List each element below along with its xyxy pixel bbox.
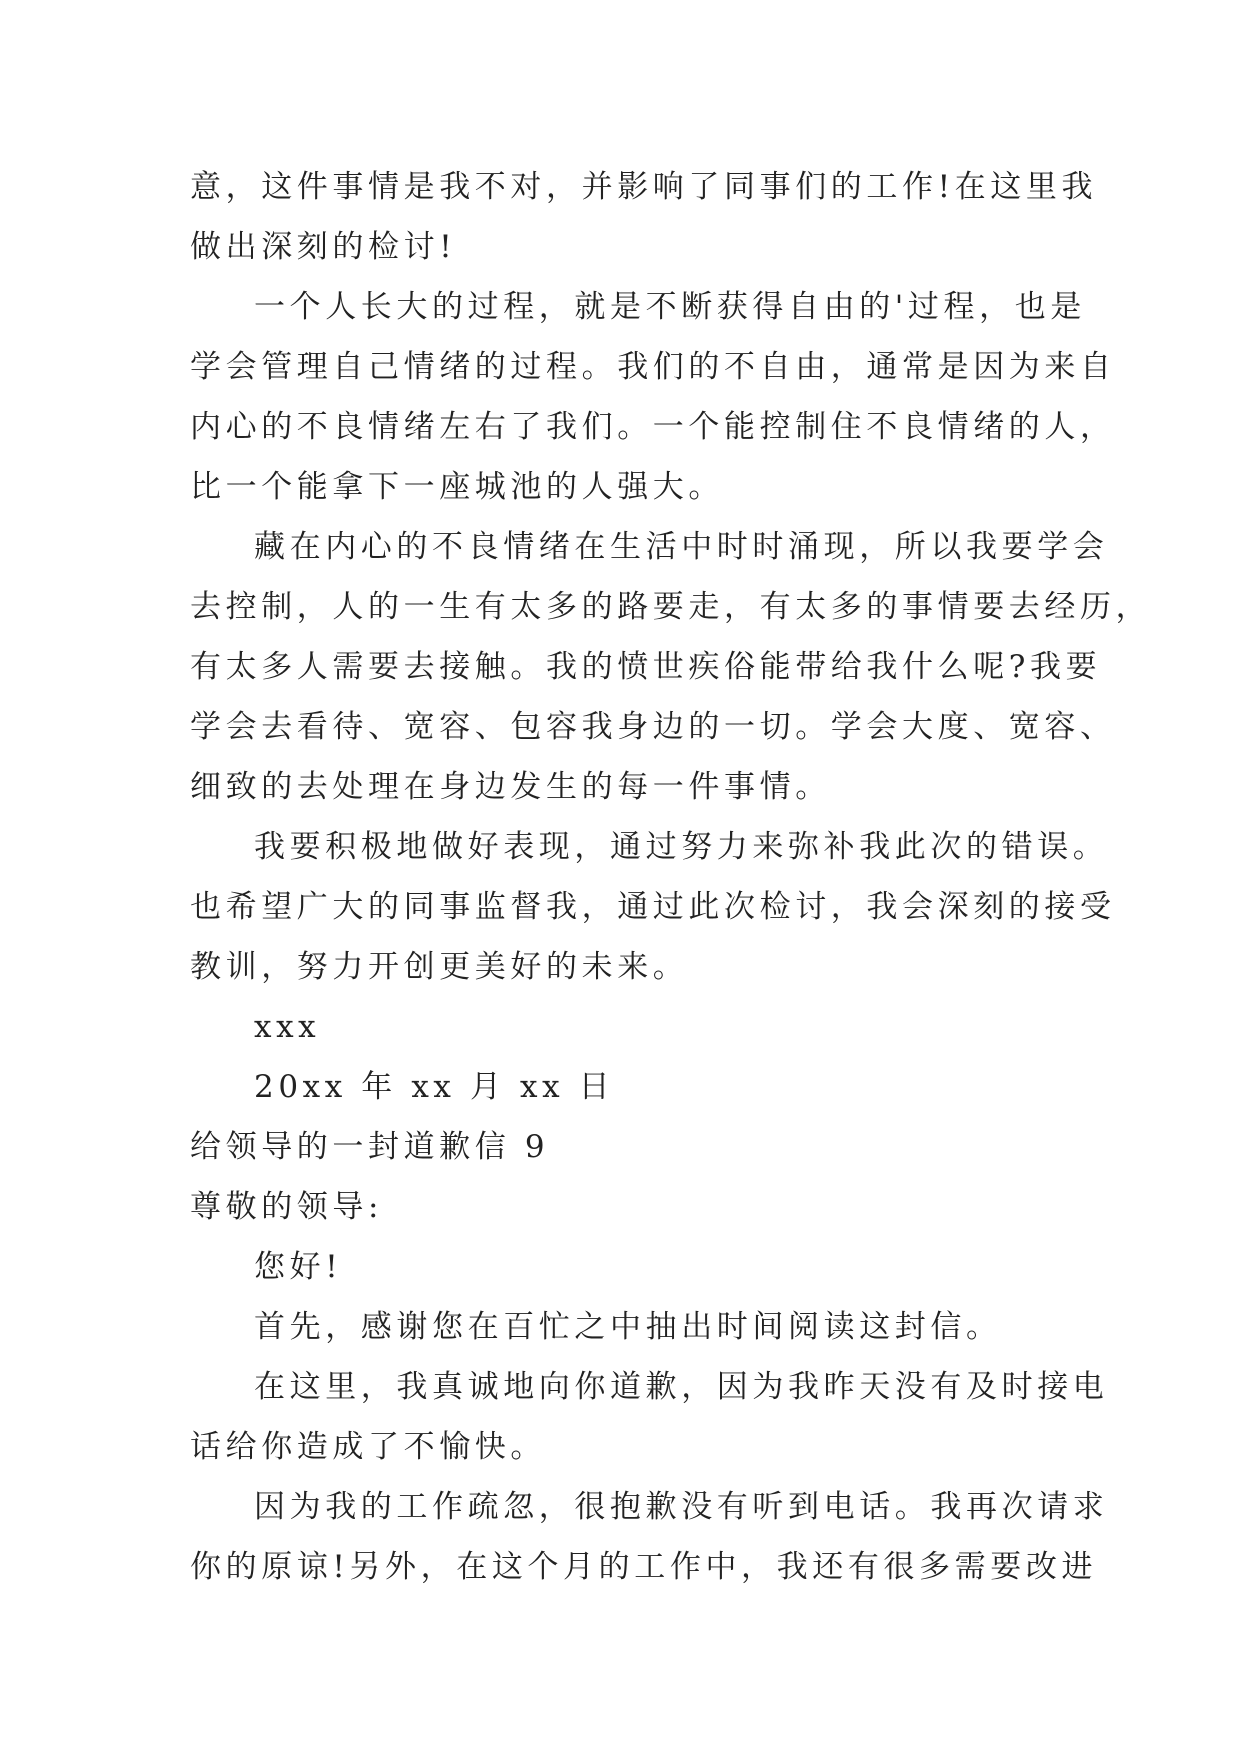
text-line: 因为我的工作疏忽，很抱歉没有听到电话。我再次请求 bbox=[254, 1489, 1109, 1525]
text-line: 你的原谅!另外，在这个月的工作中，我还有很多需要改进 bbox=[190, 1549, 1098, 1585]
text-line: 一个人长大的过程，就是不断获得自由的'过程，也是 bbox=[254, 289, 1086, 325]
text-line: 学会管理自己情绪的过程。我们的不自由，通常是因为来自 bbox=[190, 349, 1116, 385]
text-line: 藏在内心的不良情绪在生活中时时涌现，所以我要学会 bbox=[254, 529, 1109, 565]
salutation: 尊敬的领导: bbox=[190, 1189, 384, 1225]
section-title: 给领导的一封道歉信 9 bbox=[190, 1129, 550, 1165]
document-body bbox=[190, 157, 1152, 1597]
signature-date: 20xx 年 xx 月 xx 日 bbox=[254, 1069, 615, 1105]
text-line: 首先，感谢您在百忙之中抽出时间阅读这封信。 bbox=[254, 1309, 1002, 1345]
text-line: 意，这件事情是我不对，并影响了同事们的工作!在这里我 bbox=[190, 169, 1098, 205]
signature-name: xxx bbox=[254, 1009, 321, 1045]
text-line: 教训，努力开创更美好的未来。 bbox=[190, 949, 689, 985]
text-line: 内心的不良情绪左右了我们。一个能控制住不良情绪的人， bbox=[190, 409, 1116, 445]
text-line: 也希望广大的同事监督我，通过此次检讨，我会深刻的接受 bbox=[190, 889, 1116, 925]
text-line: 比一个能拿下一座城池的人强大。 bbox=[190, 469, 724, 505]
text-line: 有太多人需要去接触。我的愤世疾俗能带给我什么呢?我要 bbox=[190, 649, 1102, 685]
text-line: 学会去看待、宽容、包容我身边的一切。学会大度、宽容、 bbox=[190, 709, 1116, 745]
text-line: 细致的去处理在身边发生的每一件事情。 bbox=[190, 769, 831, 805]
text-line: 去控制，人的一生有太多的路要走，有太多的事情要去经历， bbox=[190, 589, 1152, 625]
text-line: 在这里，我真诚地向你道歉，因为我昨天没有及时接电 bbox=[254, 1369, 1109, 1405]
greeting: 您好! bbox=[254, 1249, 343, 1285]
text-line: 我要积极地做好表现，通过努力来弥补我此次的错误。 bbox=[254, 829, 1109, 865]
text-line: 做出深刻的检讨! bbox=[190, 229, 457, 265]
text-line: 话给你造成了不愉快。 bbox=[190, 1429, 546, 1465]
